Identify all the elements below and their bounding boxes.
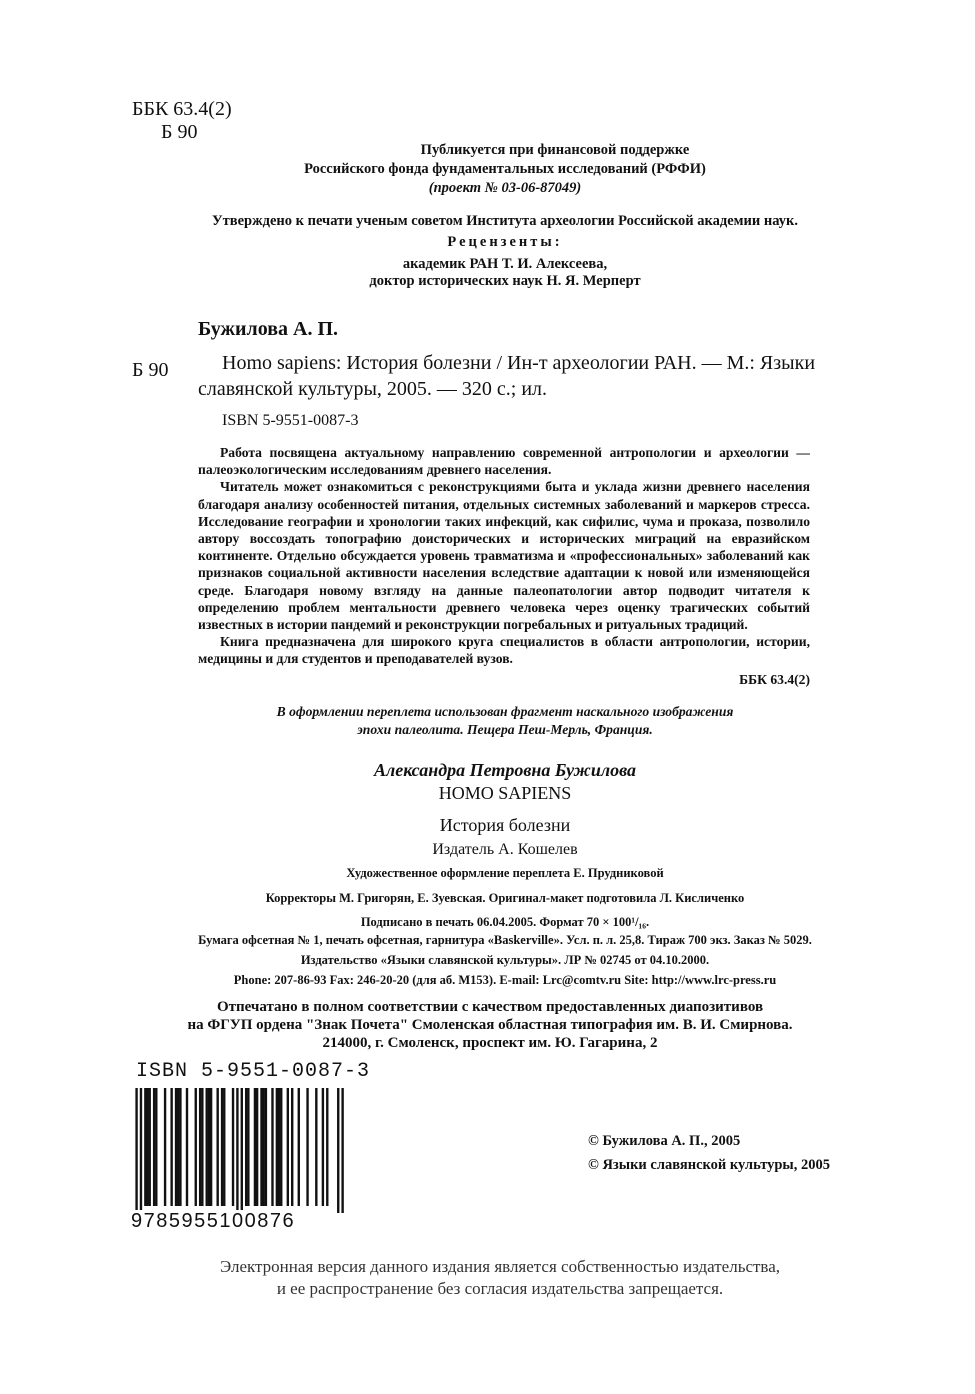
imprint-correctors: Корректоры М. Григорян, Е. Зуевская. Оригинал-макет подготовила Л. Кисличенко [265, 891, 745, 905]
barcode-isbn: ISBN 5-9551-0087-3 [136, 1060, 371, 1083]
bbk-header: ББК 63.4(2) [132, 98, 232, 120]
barcode-bar [337, 1088, 339, 1213]
barcode-bar [210, 1088, 212, 1206]
copyright-author: © Бужилова А. П., 2005 [588, 1133, 741, 1149]
imprint-signed: Подписано в печать 06.04.2005. Формат 70 × 100¹/₁₆. [360, 915, 650, 929]
funding-line-1: Публикуется при финансовой поддержке [420, 142, 690, 158]
barcode-bar [206, 1088, 208, 1206]
cover-note-line-2: эпохи палеолита. Пещера Пеш-Мерль, Франция. [357, 722, 653, 737]
abstract-paragraph-2: Читатель может ознакомиться с реконструкциями быта и уклада жизни древнего населения благодаря анализу особенностей питания, отдельных системных заболеваний и маркеров стресса. Исследование географии и хронологии таких инфекций, как сифилис, чума и проказа, позволило автору воссоздать топографию доисторических и исторических миграций на евразийском континенте. Отдельно обсуждается уровень травматизма и «профессиональных» заболеваний как признаков социальной активности населения вследствие адаптации к новой или изменяющейся среде. Благодаря новому взгляду на данные палеопатологии автор подводит читателя к определению проблем ментальности древнего человека через оценку трагических событий известных в истории пандемий и реконструкции погребальных и ритуальных традиций. [198, 479, 810, 633]
imprint-publishing-house: Издательство «Языки славянской культуры». ЛР № 02745 от 04.10.2000. [300, 953, 710, 967]
reviewer-2: доктор исторических наук Н. Я. Мерперт [369, 273, 641, 289]
barcode-bar [179, 1088, 181, 1206]
catalog-isbn: ISBN 5-9551-0087-3 [222, 412, 359, 429]
barcode-bar [265, 1088, 267, 1206]
barcode-bar [263, 1088, 265, 1206]
barcode-bar [155, 1088, 157, 1206]
barcode-bar [208, 1088, 210, 1206]
barcode-bar [260, 1088, 262, 1206]
isbn-barcode [131, 1088, 348, 1213]
catalog-title-line-1: Homo sapiens: История болезни / Ин-т археологии РАН. — М.: Языки [222, 352, 816, 374]
barcode-bar [241, 1088, 243, 1213]
barcode-bar [135, 1088, 137, 1213]
barcode-bar [298, 1088, 300, 1206]
barcode-bar [254, 1088, 256, 1206]
barcode-bar [146, 1088, 148, 1206]
barcode-bar [223, 1088, 225, 1206]
catalog-code-header: Б 90 [161, 121, 198, 143]
catalog-author: Бужилова А. П. [198, 318, 339, 340]
barcode-bar [322, 1088, 324, 1206]
barcode-bar [247, 1088, 249, 1206]
barcode-bar [177, 1088, 179, 1206]
cover-note-line-1: В оформлении переплета использован фрагмент наскального изображения [276, 704, 734, 719]
approval-text: Утверждено к печати ученым советом Института археологии Российской академии наук. [212, 213, 798, 229]
barcode-bar [144, 1088, 146, 1206]
barcode-bar [278, 1088, 280, 1206]
printing-line-2: на ФГУП ордена "Знак Почета" Смоленская областная типография им. В. И. Смирнова. [187, 1017, 793, 1033]
barcode-bar [236, 1088, 238, 1213]
footer-line-1: Электронная версия данного издания является собственностью издательства, [219, 1257, 781, 1276]
imprint-title: HOMO SAPIENS [438, 783, 572, 803]
barcode-bar [216, 1088, 218, 1206]
barcode-bar [186, 1088, 188, 1206]
funding-project: (проект № 03-06-87049) [428, 180, 582, 196]
barcode-bar [306, 1088, 308, 1206]
barcode-bar [232, 1088, 234, 1206]
barcode-bar [291, 1088, 293, 1206]
barcode-bar [256, 1088, 258, 1206]
abstract-paragraph-1: Работа посвящена актуальному направлению современной антропологии и археологии — палеоэкологическим исследованиям древнего населения. [198, 445, 810, 478]
barcode-bar [271, 1088, 273, 1206]
barcode-bar [280, 1088, 282, 1206]
barcode-bar [153, 1088, 155, 1206]
copyright-publisher: © Языки славянской культуры, 2005 [588, 1157, 831, 1173]
barcode-bar [149, 1088, 151, 1206]
barcode-bar [175, 1088, 177, 1206]
barcode-bar [201, 1088, 203, 1206]
catalog-code: Б 90 [132, 359, 169, 381]
imprint-contacts: Phone: 207-86-93 Fax: 246-20-20 (для аб. M153). E-mail: Lrc@comtv.ru Site: http://www.lrc-press.ru [233, 973, 777, 987]
footer-line-2: и ее распространение без согласия издательства запрещается. [276, 1279, 724, 1298]
barcode-bar [170, 1088, 172, 1206]
barcode-bar [341, 1088, 343, 1213]
reviewer-1: академик РАН Т. И. Алексеева, [402, 256, 608, 272]
imprint-subtitle: История болезни [439, 815, 571, 835]
imprint-cover-design: Художественное оформление переплета Е. Прудниковой [346, 866, 664, 880]
imprint-publisher: Издатель А. Кошелев [432, 841, 578, 858]
imprint-author: Александра Петровна Бужилова [374, 760, 636, 780]
printing-line-3: 214000, г. Смоленск, проспект им. Ю. Гагарина, 2 [322, 1035, 658, 1051]
abstract [198, 444, 810, 688]
barcode-bar [199, 1088, 201, 1206]
printing-line-1: Отпечатано в полном соответствии с качеством предоставленных диапозитивов [216, 999, 764, 1015]
catalog-title-line-2: славянской культуры, 2005. — 320 с.; ил. [198, 378, 548, 400]
barcode-bar [287, 1088, 289, 1206]
barcode-bar [195, 1088, 197, 1206]
funding-line-2: Российского фонда фундаментальных исследований (РФФИ) [304, 161, 706, 177]
barcode-bar [140, 1088, 142, 1213]
barcode-digits: 9785955100876 [131, 1210, 296, 1232]
barcode-bar [221, 1088, 223, 1206]
abstract-bbk: ББК 63.4(2) [739, 671, 810, 687]
barcode-bar [164, 1088, 166, 1206]
barcode-bar [245, 1088, 247, 1206]
reviewers-label: Рецензенты: [447, 234, 563, 250]
barcode-bar [315, 1088, 317, 1206]
barcode-bar [326, 1088, 328, 1206]
imprint-paper: Бумага офсетная № 1, печать офсетная, гарнитура «Baskerville». Усл. п. л. 25,8. Тираж 700 экз. Заказ № 5029. [198, 933, 812, 947]
barcode-bar [276, 1088, 278, 1206]
abstract-paragraph-3: Книга предназначена для широкого круга специалистов в области антропологии, истории, медицины и для студентов и преподавателей вузов. [198, 634, 810, 667]
